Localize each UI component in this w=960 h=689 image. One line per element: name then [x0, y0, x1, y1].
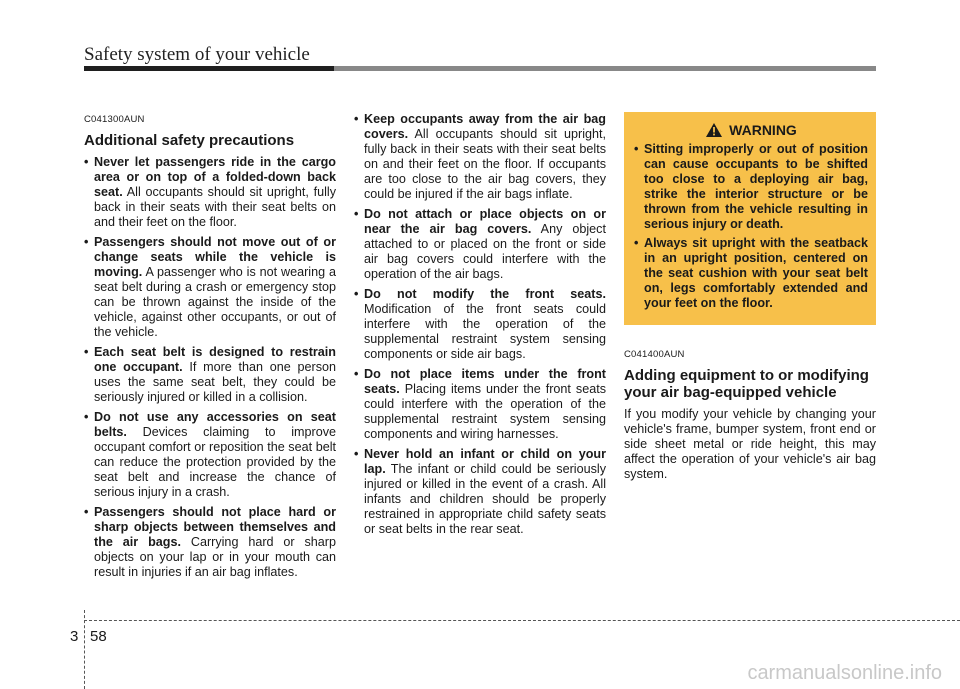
- column-right: [624, 112, 876, 482]
- list-item: • Always sit upright with the seatback in an upright position, centered on the seat cushion with your seat belt on, legs comfortably extended and your feet on the floor.: [634, 236, 868, 311]
- chapter-number: 3: [70, 628, 79, 645]
- warning-list: [634, 142, 868, 311]
- body-paragraph: If you modify your vehicle by changing your vehicle's frame, bumper system, front end or side sheet metal or ride height, this may affect the operation of your vehicle's air bag system.: [624, 407, 876, 481]
- list-item: • Do not use any accessories on seat belts. Devices claiming to improve occupant comfort or reposition the seat belt can reduce the protection provided by the seat belt and increase the chance of serious injury in a crash.: [84, 410, 336, 500]
- warning-triangle-icon: [705, 122, 723, 138]
- footer-rule: [84, 620, 960, 621]
- warning-box: [624, 112, 876, 325]
- precaution-list: [84, 155, 336, 580]
- section-code: C041400AUN: [624, 349, 685, 360]
- list-item: • Passengers should not move out of or change seats while the vehicle is moving. A passenger who is not wearing a seat belt during a crash or emergency stop can be thrown against the inside of the vehicle, against other occupants, or out of the vehicle.: [84, 235, 336, 340]
- footer-divider: [84, 610, 85, 689]
- watermark: carmanualsonline.info: [747, 662, 942, 684]
- list-item: • Keep occupants away from the air bag covers. All occupants should sit upright, fully back in their seats with their seat belts on and their feet on the floor. If occupants are too close to the air bag covers, they could be injured if the air bags inflate.: [354, 112, 606, 202]
- column-middle: [354, 112, 606, 542]
- precaution-list: [354, 112, 606, 537]
- section-code: C041300AUN: [84, 114, 145, 125]
- section-heading: Adding equipment to or modifying your air bag-equipped vehicle: [624, 367, 869, 401]
- warning-title: WARNING: [634, 122, 868, 138]
- list-item: • Passengers should not place hard or sharp objects between themselves and the air bags. Carrying hard or sharp objects on your lap or in your mouth can result in injuries if an air bag inflates.: [84, 505, 336, 580]
- list-item: • Sitting improperly or out of position can cause occupants to be shifted too close to a deploying air bag, strike the interior structure or be thrown from the vehicle resulting in serious injury or death.: [634, 142, 868, 232]
- list-item: • Never hold an infant or child on your lap. The infant or child could be seriously injured or killed in the event of a crash. All infants and children should be properly restrained in appropriate child safety seats or seat belts in the rear seat.: [354, 447, 606, 537]
- column-left: [84, 112, 336, 585]
- page-number: 58: [90, 628, 107, 645]
- list-item: • Do not attach or place objects on or near the air bag covers. Any object attached to or placed on the front or side air bag covers could interfere with the operation of the air bags.: [354, 207, 606, 282]
- list-item: • Never let passengers ride in the cargo area or on top of a folded-down back seat. All occupants should sit upright, fully back in their seats with their seat belts on and their feet on the floor.: [84, 155, 336, 230]
- header-rule-accent: [84, 66, 334, 71]
- list-item: • Do not modify the front seats. Modification of the front seats could interfere with the operation of the supplemental restraint system sensing components or side air bags.: [354, 287, 606, 362]
- page-header-title: Safety system of your vehicle: [84, 44, 310, 65]
- list-item: • Do not place items under the front seats. Placing items under the front seats could interfere with the operation of the supplemental restraint system sensing components and wiring harnesses.: [354, 367, 606, 442]
- list-item: • Each seat belt is designed to restrain one occupant. If more than one person uses the same seat belt, they could be seriously injured or killed in a collision.: [84, 345, 336, 405]
- section-heading: Additional safety precautions: [84, 132, 295, 149]
